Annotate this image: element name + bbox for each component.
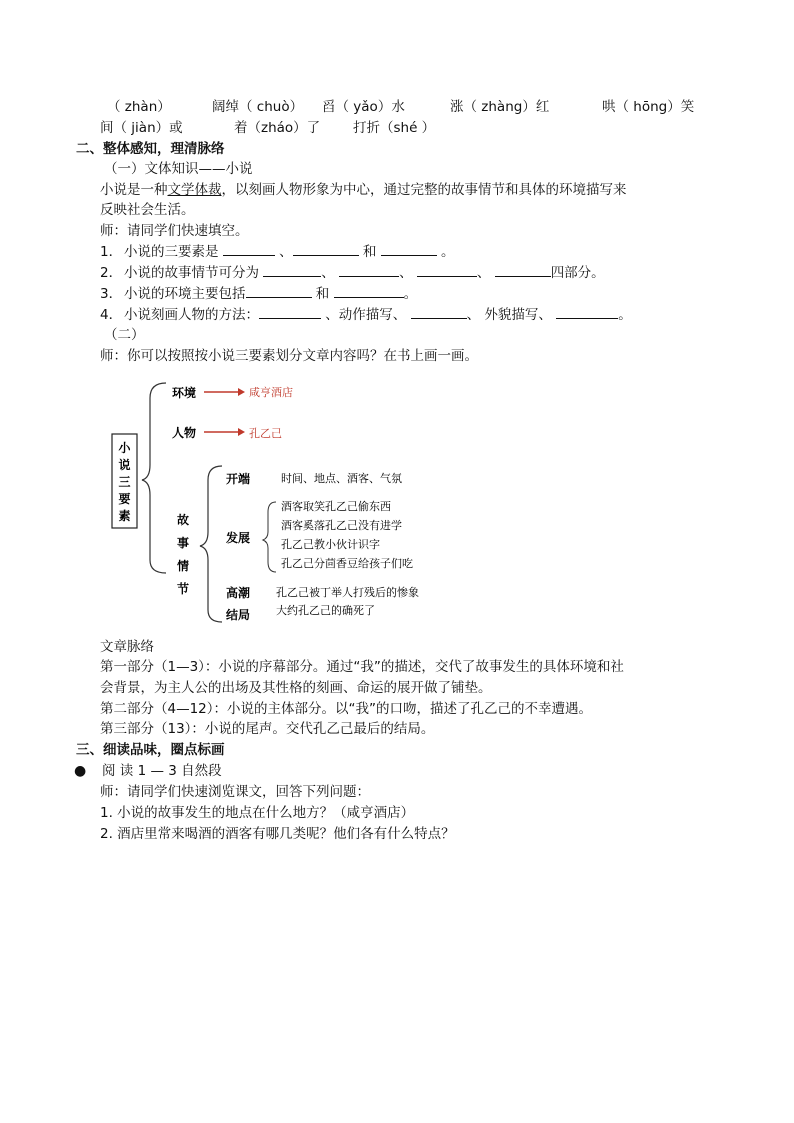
person-value: 孔乙己 [249, 427, 282, 440]
q2-sep3: 、 [476, 265, 491, 281]
structure-part1-line1: 第一部分（1—3）：小说的序幕部分。通过“我”的描述，交代了故事发生的具体环境和社 [100, 659, 624, 675]
q3-num: 3． [100, 286, 123, 302]
q2-end: 四部分。 [550, 265, 605, 281]
dev-item-3: 孔乙己教小伙计识字 [281, 538, 380, 551]
pinyin-jian: 间（ jiàn）或 [100, 120, 183, 136]
q1-num: 1． [100, 244, 123, 260]
structure-title: 文章脉络 [100, 639, 154, 655]
pinyin-hong: 哄（ hōng）笑 [602, 99, 695, 115]
intro-pre: 小说是一种 [100, 182, 168, 198]
intro-link: 文学体裁 [167, 182, 222, 198]
q2-sep1: 、 [321, 265, 335, 281]
section2-sub2: （二） [104, 327, 145, 343]
q3-end: 。 [403, 286, 418, 302]
plot-char-2: 事 [176, 536, 190, 550]
root-char-4: 要 [118, 492, 131, 506]
plot-char-3: 情 [176, 559, 190, 573]
dev-item-2: 酒客奚落孔乙己没有进学 [281, 519, 402, 532]
main-brace [142, 383, 166, 573]
intro-post: ，以刻画人物形象为中心，通过完整的故事情节和具体的环境描写来 [221, 182, 627, 198]
root-char-3: 三 [118, 475, 131, 489]
teacher-prompt-diagram: 师：你可以按照按小说三要素划分文章内容吗？在书上画一画。 [100, 348, 478, 364]
dev-item-4: 孔乙己分茴香豆给孩子们吃 [281, 557, 413, 570]
pinyin-zhao: 着（zháo）了 [234, 120, 321, 136]
q2-sep2: 、 [399, 265, 413, 281]
q2-text: 小说的故事情节可分为 [124, 265, 259, 281]
teacher-prompt-fill: 师：请同学们快速填空。 [100, 223, 249, 239]
pinyin-she: 打折（shé ） [353, 120, 436, 136]
climax-value: 孔乙己被丁举人打残后的惨象 [276, 586, 419, 599]
structure-part1-line2: 会背景，为主人公的出场及其性格的刻画、命运的展开做了铺垫。 [100, 680, 492, 696]
section3-question-1: 1. 小说的故事发生的地点在什么地方？（咸亨酒店） [100, 805, 415, 821]
env-value: 咸亨酒店 [249, 386, 293, 399]
plot-brace [200, 466, 222, 622]
q4-s1: 、动作描写、 [325, 307, 407, 323]
plot-char-4: 节 [176, 582, 190, 596]
q3-sep: 和 [315, 286, 330, 302]
pinyin-yao: 舀（ yǎo）水 [322, 99, 405, 115]
dev-label: 发展 [226, 531, 251, 545]
person-arrowhead [238, 428, 245, 436]
pinyin-zhang: 涨（ zhàng）红 [450, 99, 550, 115]
section2-sub1: （一）文体知识——小说 [104, 161, 253, 177]
q1-text: 小说的三要素是 [124, 244, 219, 260]
structure-part3: 第三部分（13）：小说的尾声。交代孔乙己最后的结局。 [100, 721, 435, 737]
bullet-icon: ● [74, 763, 87, 779]
start-value: 时间、地点、酒客、气氛 [281, 472, 402, 485]
root-char-5: 素 [118, 509, 131, 523]
root-char-2: 说 [118, 458, 131, 472]
q2-num: 2． [100, 265, 123, 281]
section3-heading: 三、细读品味，圈点标画 [76, 742, 225, 758]
dev-brace [263, 502, 276, 572]
q4-num: 4． [100, 307, 123, 323]
climax-label: 高潮 [226, 586, 251, 600]
q3-text: 小说的环境主要包括 [124, 286, 246, 302]
q1-sep2: 和 [362, 244, 377, 260]
novel-intro-line2: 反映社会生活。 [100, 202, 195, 218]
section3-question-2: 2. 酒店里常来喝酒的酒客有哪几类呢？他们各有什么特点？ [100, 826, 455, 842]
env-arrowhead [238, 388, 245, 396]
q4-text: 小说刻画人物的方法： [124, 307, 259, 323]
q1-sep1: 、 [279, 244, 293, 260]
env-label: 环境 [172, 386, 197, 400]
dev-item-1: 酒客取笑孔乙己偷东西 [281, 500, 391, 513]
person-label: 人物 [172, 426, 197, 440]
end-label: 结局 [226, 608, 251, 622]
plot-char-1: 故 [176, 513, 190, 527]
structure-part2: 第二部分（4—12）：小说的主体部分。以“我”的口吻，描述了孔乙己的不幸遭遇。 [100, 701, 593, 717]
pinyin-chuo: 阔绰（ chuò） [212, 99, 304, 115]
read-paragraphs: 阅 读 1 — 3 自然段 [102, 763, 222, 779]
q4-end: 。 [618, 307, 632, 323]
q1-end: 。 [440, 244, 455, 260]
root-char-1: 小 [118, 441, 131, 455]
q4-s2: 、 外貌描写、 [466, 307, 552, 323]
start-label: 开端 [226, 472, 251, 486]
section2-heading: 二、整体感知，理清脉络 [76, 141, 225, 157]
section3-teacher-prompt: 师：请同学们快速浏览课文，回答下列问题： [100, 784, 370, 800]
end-value: 大约孔乙己的确死了 [276, 604, 375, 617]
pinyin-zhan: （ zhàn） [107, 99, 171, 115]
